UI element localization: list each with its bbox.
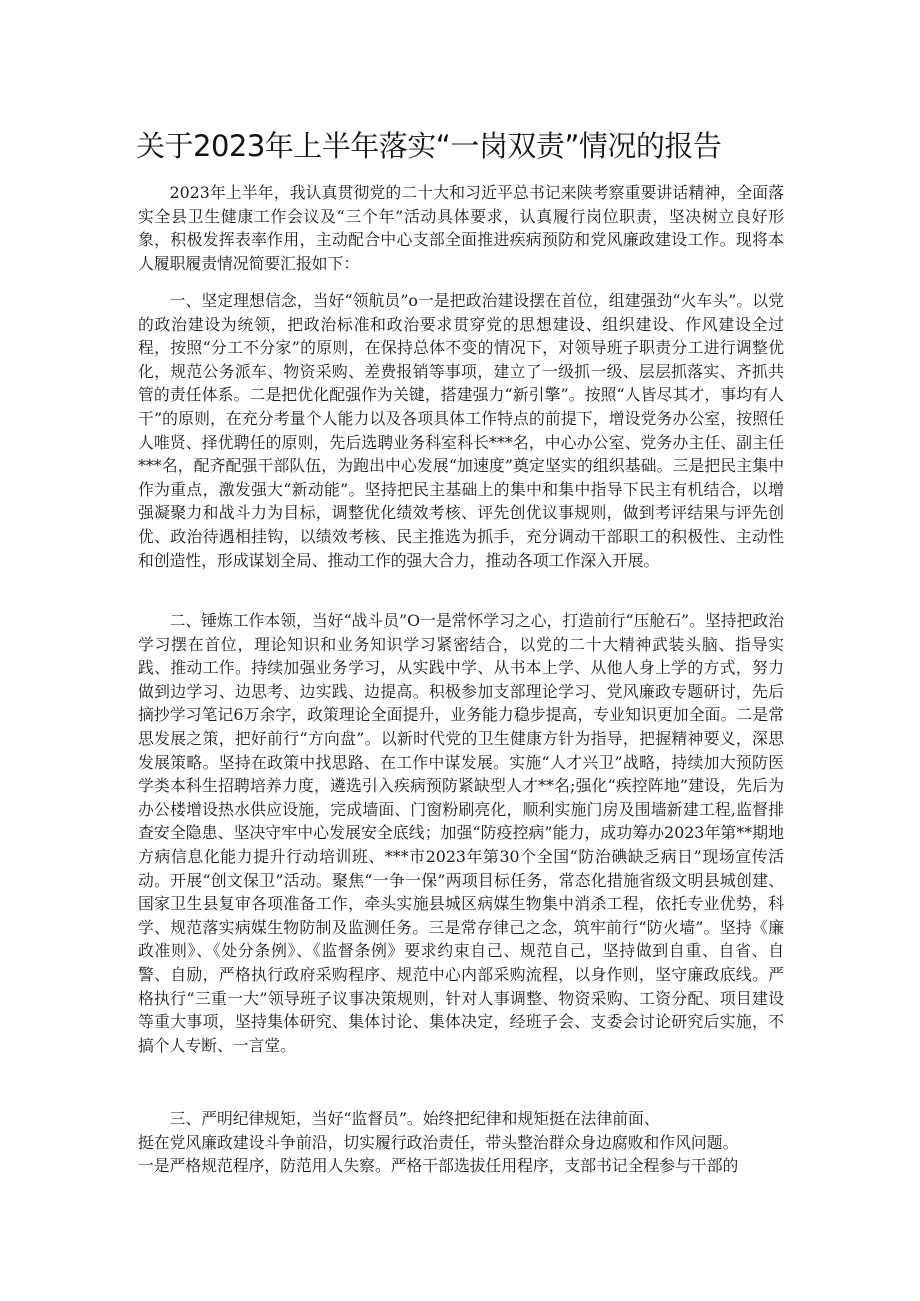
document-title: 关于2023年上半年落实“一岗双责”情况的报告 [136,129,722,163]
paragraph-line: 三、严明纪律规矩，当好“监督员”。始终把纪律和规矩挺在法律前面、 [169,1109,660,1128]
paragraph-section-3 [138,1107,784,1178]
paragraph-section-2: 二、锤炼工作本领，当好“战斗员”O一是常怀学习之心，打造前行“压舱石”。坚持把政治学习摆在首位，理论知识和业务知识学习紧密结合，以党的二十大精神武装头脑、指导实践、推动工作。持续加强业务学习，从实践中学、从书本上学、从他人身上学的方式，努力做到边学习、边思考、边实践、边提高。积极参加支部理论学习、党风廉政专题研讨，先后摘抄学习笔记6万余字，政策理论全面提升，业务能力稳步提高，专业知识更加全面。二是常思发展之策，把好前行“方向盘”。以新时代党的卫生健康方针为指导，把握精神要义，深思发展策略。坚持在政策中找思路、在工作中谋发展。实施“人才兴卫”战略，持续加大预防医学类本科生招聘培养力度，遴选引入疾病预防紧缺型人才**名;强化“疾控阵地”建设，先后为办公楼增设热水供应设施，完成墙面、门窗粉刷亮化，顺利实施门房及围墙新建工程,监督排查安全隐患、坚决守牢中心发展安全底线；加强“防疫控病”能力，成功筹办2023年第**期地方病信息化能力提升行动培训班、***市2023年第30个全国“防治碘缺乏病日”现场宣传活动。开展“创文保卫”活动。聚焦“一争一保”两项目标任务，常态化措施省级文明县城创建、国家卫生县复审各项准备工作，牵头实施县城区病媒生物集中消杀工程，依托专业优势，科学、规范落实病媒生物防制及监测任务。三是常存律己之念，筑牢前行“防火墙”。坚持《廉政准则》、《处分条例》、《监督条例》要求约束自己、规范自己，坚持做到自重、自省、自警、自励，严格执行政府采购程序、规范中心内部采购流程，以身作则，坚守廉政底线。严格执行“三重一大”领导班子议事决策规则，针对人事调整、物资采购、工资分配、项目建设等重大事项，坚持集体研究、集体讨论、集体决定，经班子会、支委会讨论研究后实施，不搞个人专断、一言堂。 [138,611,784,1055]
paragraph-line: 一是严格规范程序，防范用人失察。严格干部选拔任用程序，支部书记全程参与干部的 [138,1156,739,1176]
paragraph-line: 挺在党风廉政建设斗争前沿，切实履行政治责任，带头整治群众身边腐败和作风问题。 [138,1132,739,1152]
paragraph-intro: 2023年上半年，我认真贯彻党的二十大和习近平总书记来陕考察重要讲话精神，全面落实全县卫生健康工作会议及“三个年”活动具体要求，认真履行岗位职责，坚决树立良好形象，积极发挥表率作用，主动配合中心支部全面推进疾病预防和党风廉政建设工作。现将本人履职履责情况简要汇报如下： [138,183,784,273]
paragraph-section-1: 一、坚定理想信念，当好“领航员”o一是把政治建设摆在首位，组建强劲“火车头”。以党的政治建设为统领，把政治标准和政治要求贯穿党的思想建设、组织建设、作风建设全过程，按照“分工不分家”的原则，在保持总体不变的情况下，对领导班子职责分工进行调整优化，规范公务派车、物资采购、差费报销等事项，建立了一级抓一级、层层抓落实、齐抓共管的责任体系。二是把优化配强作为关键，搭建强力“新引擎”。按照“人皆尽其才，事均有人干”的原则，在充分考量个人能力以及各项具体工作特点的前提下，增设党务办公室，按照任人唯贤、择优聘任的原则，先后选聘业务科室科长***名，中心办公室、党务办主任、副主任***名，配齐配强干部队伍，为跑出中心发展“加速度”奠定坚实的组织基础。三是把民主集中作为重点，激发强大“新动能”。坚持把民主基础上的集中和集中指导下民主有机结合，以增强凝聚力和战斗力为目标，调整优化绩效考核、评先创优议事规则，做到考评结果与评先创优、政治待遇相挂钩，以绩效考核、民主推选为抓手，充分调动干部职工的积极性、主动性和创造性，形成谋划全局、推动工作的强大合力，推动各项工作深入开展。 [138,291,784,570]
